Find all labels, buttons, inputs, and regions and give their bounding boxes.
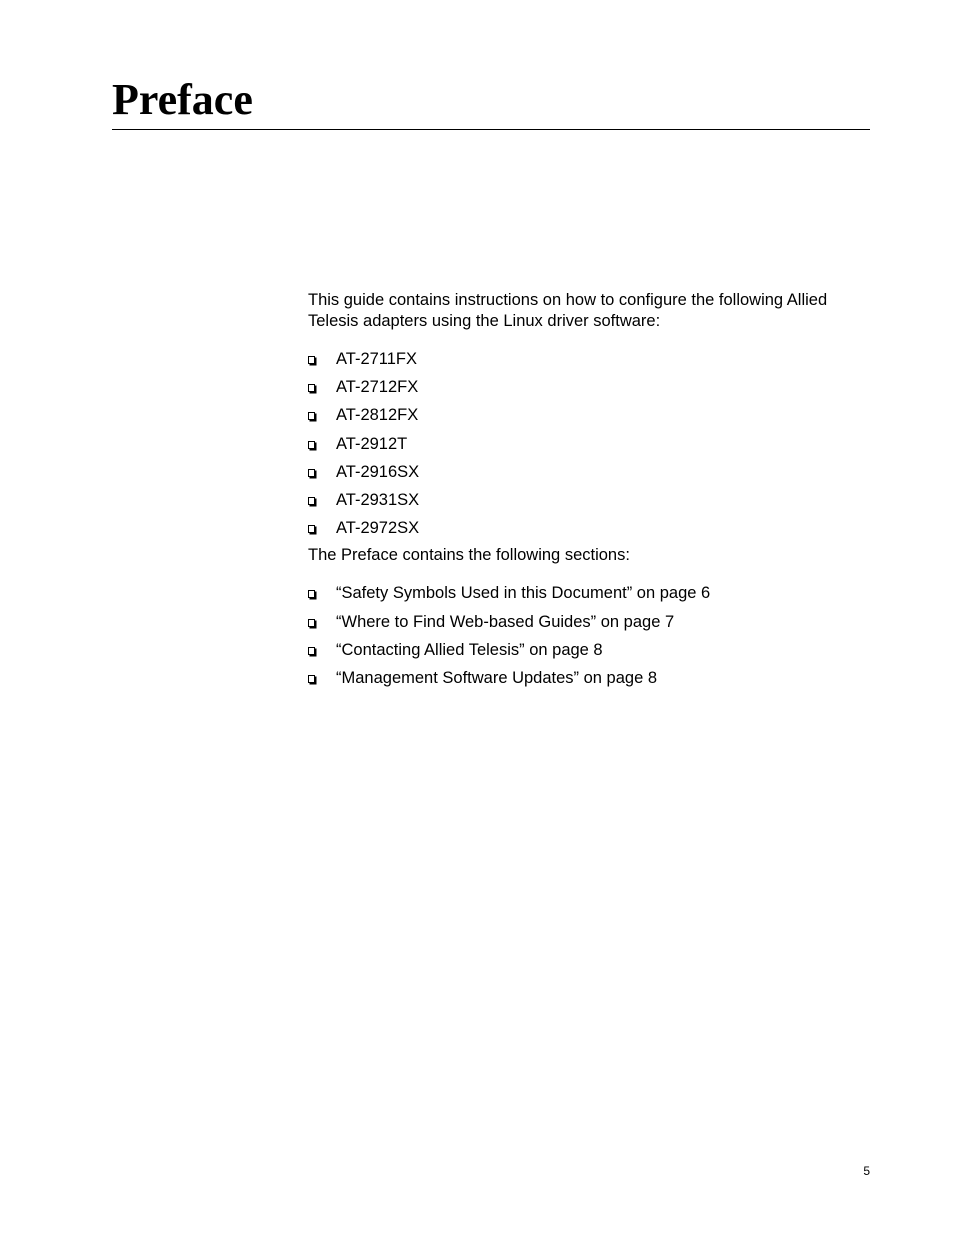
checkbox-bullet-icon (308, 619, 315, 627)
checkbox-bullet-icon (308, 412, 315, 420)
title-rule (112, 129, 870, 130)
checkbox-bullet-icon (308, 469, 315, 477)
list-item (308, 462, 868, 490)
model-name: AT-2916SX (336, 462, 420, 481)
model-name: AT-2912T (336, 434, 408, 453)
section-reference: “Contacting Allied Telesis” on page 8 (336, 640, 603, 659)
model-name: AT-2931SX (336, 490, 420, 509)
list-item (308, 434, 868, 462)
section-reference: “Management Software Updates” on page 8 (336, 668, 658, 687)
adapter-model-list (308, 349, 868, 546)
model-name: AT-2712FX (336, 378, 419, 397)
list-item (308, 349, 868, 377)
list-item (308, 490, 868, 518)
model-name: AT-2972SX (336, 519, 420, 538)
preface-content (308, 290, 868, 696)
section-reference: “Where to Find Web-based Guides” on page 7 (336, 612, 675, 631)
checkbox-bullet-icon (308, 441, 315, 449)
list-item (308, 668, 868, 696)
list-item (308, 518, 868, 546)
checkbox-bullet-icon (308, 497, 315, 505)
checkbox-bullet-icon (308, 384, 315, 392)
checkbox-bullet-icon (308, 525, 315, 533)
list-item (308, 640, 868, 668)
model-name: AT-2812FX (336, 406, 419, 425)
list-item (308, 612, 868, 640)
model-name: AT-2711FX (336, 350, 418, 368)
intro-paragraph: This guide contains instructions on how to configure the following Allied Telesis adapters using the Linux driver software: (308, 291, 828, 330)
list-item (308, 377, 868, 405)
checkbox-bullet-icon (308, 675, 315, 683)
page-number: 5 (863, 1164, 870, 1178)
section-list (308, 583, 868, 696)
checkbox-bullet-icon (308, 647, 315, 655)
section-reference: “Safety Symbols Used in this Document” on page 6 (336, 584, 711, 603)
checkbox-bullet-icon (308, 356, 315, 364)
list-item (308, 405, 868, 433)
list-item (308, 583, 868, 611)
chapter-title: Preface (112, 75, 253, 124)
sections-intro-paragraph: The Preface contains the following sections: (308, 546, 630, 565)
checkbox-bullet-icon (308, 590, 315, 598)
